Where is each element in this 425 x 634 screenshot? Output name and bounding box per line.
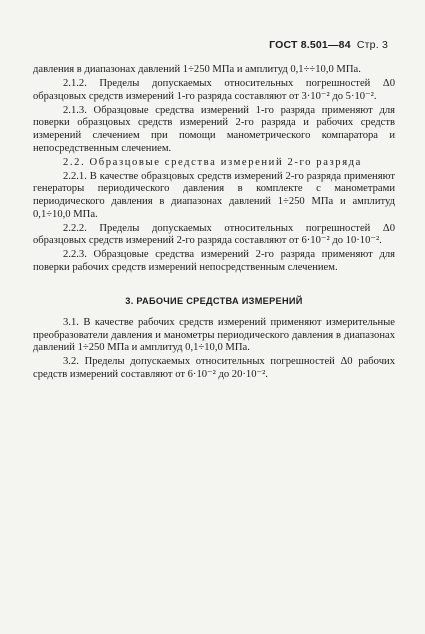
page-number: Стр. 3: [356, 39, 388, 51]
paragraph-2-2-2: 2.2.2. Пределы допускаемых относительных погрешностей Δ0 образцовых средств измерений 2-го разряда составляют от 6·10⁻² до 10·10⁻².: [33, 222, 395, 247]
paragraph-3-1: 3.1. В качестве рабочих средств измерений применяют измерительные преобразователи давления и манометры периодического давления в диапазонах давлений 1÷250 МПа и амплитуд 0,1÷10,0 МПа.: [33, 317, 395, 354]
page-header: [269, 39, 388, 51]
section-3-title: 3. РАБОЧИЕ СРЕДСТВА ИЗМЕРЕНИЙ: [125, 295, 303, 306]
standard-number: ГОСТ 8.501—84: [269, 39, 351, 51]
paragraph-3-2: 3.2. Пределы допускаемых относительных погрешностей Δ0 рабочих средств измерений составляют от 6·10⁻² до 20·10⁻².: [33, 356, 395, 380]
document-body: [33, 64, 395, 383]
paragraph-2-1-1-end: давления в диапазонах давлений 1÷250 МПа и амплитуд 0,1÷÷10,0 МПа.: [33, 64, 361, 75]
heading-2-2: 2.2. Образцовые средства измерений 2-го разряда: [63, 156, 362, 168]
paragraph-2-1-2: 2.1.2. Пределы допускаемых относительных погрешностей Δ0 образцовых средств измерений 1-го разряда составляют от 3·10⁻² до 5·10⁻².: [33, 78, 395, 102]
paragraph-2-1-3: 2.1.3. Образцовые средства измерений 1-го разряда применяют для поверки образцовых средств измерений 2-го разряда и рабочих средств измерений слечением при помощи манометрического компаратора и непосредственным слечением.: [33, 104, 395, 154]
paragraph-2-2-1: 2.2.1. В качестве образцовых средств измерений 2-го разряда применяют генераторы периодического давления в комплекте с манометрами периодического давления в диапазонах давлений 1÷250 МПа и амплитуд 0,1÷10,0 МПа.: [33, 170, 395, 220]
paragraph-2-2-3: 2.2.3. Образцовые средства измерений 2-го разряда применяют для поверки рабочих средств измерений непосредственным слечением.: [33, 249, 395, 273]
